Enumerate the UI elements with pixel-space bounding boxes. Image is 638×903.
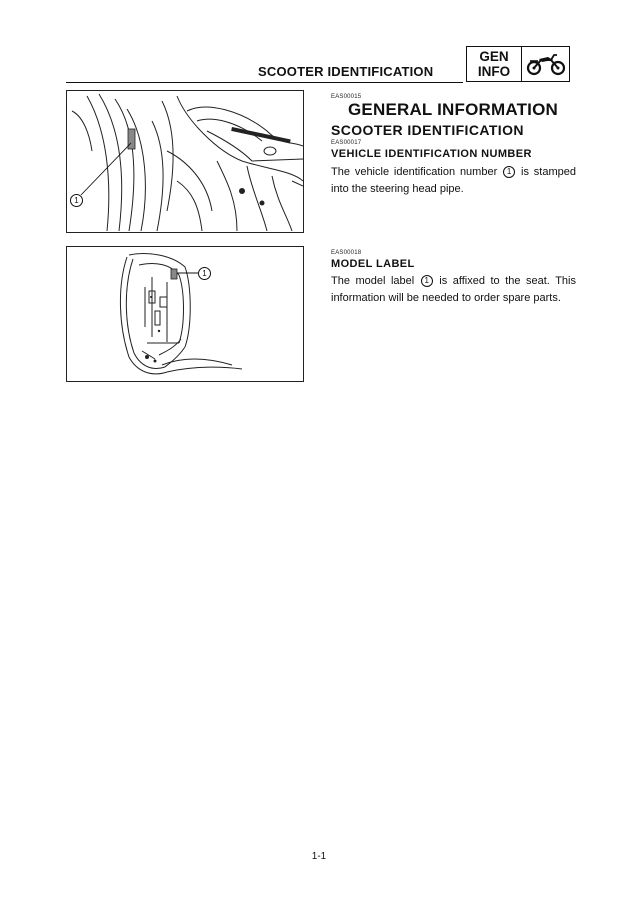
scooter-frame-drawing <box>67 91 304 233</box>
callout-marker: 1 <box>70 194 83 207</box>
figure-model-label-location <box>66 246 304 382</box>
subsection-heading-model-label: MODEL LABEL <box>331 258 415 270</box>
vin-text-after: is stamped into the steering head pipe. <box>331 166 576 195</box>
header-rule <box>66 82 463 83</box>
reference-code: EAS00015 <box>331 94 362 100</box>
page-title: GENERAL INFORMATION <box>348 100 558 119</box>
page-number: 1-1 <box>311 851 327 862</box>
seat-underside-drawing <box>67 247 304 382</box>
gen-info-badge <box>466 46 570 82</box>
badge-line-2: INFO <box>477 64 511 79</box>
model-label-text-after: is affixed to the seat. This information will be needed to order spare parts. <box>331 275 576 304</box>
model-label-text-before: The model label <box>331 275 415 287</box>
callout-marker: 1 <box>503 166 515 178</box>
badge-label <box>467 47 522 81</box>
callout-marker: 1 <box>198 267 211 280</box>
figure-vin-location <box>66 90 304 233</box>
section-heading: SCOOTER IDENTIFICATION <box>331 122 524 138</box>
vin-paragraph <box>331 164 576 198</box>
model-label-paragraph <box>331 273 576 307</box>
section-title: SCOOTER IDENTIFICATION <box>258 64 434 79</box>
badge-line-1: GEN <box>479 49 509 64</box>
reference-code: EAS00017 <box>331 140 362 146</box>
reference-code: EAS00018 <box>331 250 362 256</box>
vin-text-before: The vehicle identification number <box>331 166 498 178</box>
motorcycle-icon <box>522 47 569 81</box>
subsection-heading-vin: VEHICLE IDENTIFICATION NUMBER <box>331 148 532 160</box>
callout-marker: 1 <box>421 275 433 287</box>
